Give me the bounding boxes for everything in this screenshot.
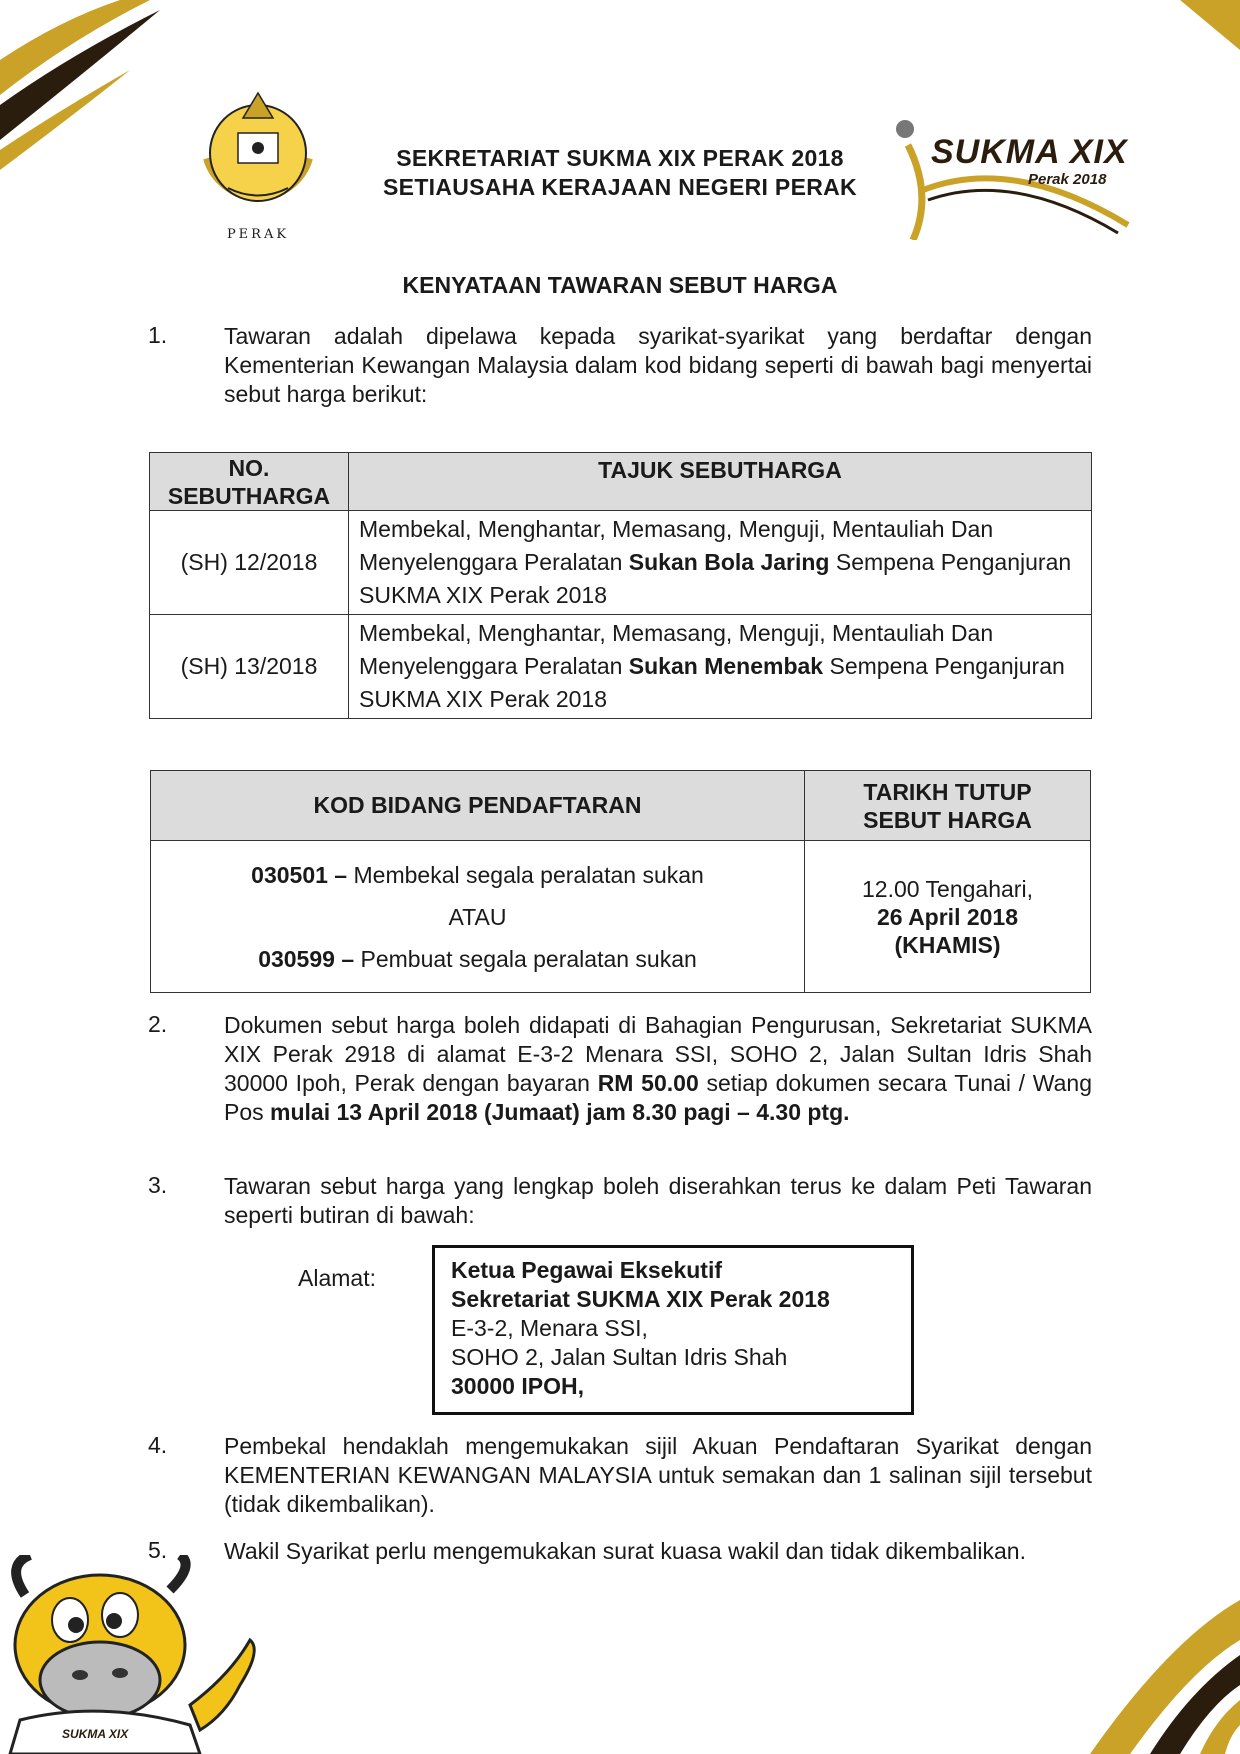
item-text-3: Tawaran sebut harga yang lengkap boleh diserahkan terus ke dalam Peti Tawaran seperti butiran di bawah:	[224, 1173, 1092, 1228]
sukma-logo-title: SUKMA XIX	[931, 133, 1128, 171]
registration-code-header: KOD BIDANG PENDAFTARAN	[151, 771, 805, 841]
quotation-title-header: TAJUK SEBUTHARGA	[349, 453, 1092, 511]
address-line-2: Sekretariat SUKMA XIX Perak 2018	[451, 1286, 830, 1312]
quotation-no-header: NO. SEBUTHARGA	[150, 453, 349, 511]
document-title: KENYATAAN TAWARAN SEBUT HARGA	[402, 272, 838, 298]
item-number-3: 3.	[148, 1172, 168, 1198]
address-line-3: E-3-2, Menara SSI,	[451, 1315, 648, 1341]
closing-time: 12.00 Tengahari,	[862, 875, 1033, 902]
sukma-logo-subtitle: Perak 2018	[1028, 171, 1107, 188]
header-line-2: SETIAUSAHA KERAJAAN NEGERI PERAK	[383, 174, 857, 200]
address-line-1: Ketua Pegawai Eksekutif	[451, 1257, 722, 1283]
item-number-5: 5.	[148, 1537, 168, 1563]
top-right-corner-decoration	[1180, 0, 1240, 60]
quotation-no-cell: (SH) 12/2018	[150, 511, 349, 615]
item-number-1: 1.	[148, 322, 168, 348]
quotation-title-cell: Membekal, Menghantar, Memasang, Menguji, Mentauliah Dan Menyelenggara Peralatan Sukan Bola Jaring Sempena Penganjuran SUKMA XIX Perak 2018	[349, 511, 1092, 615]
closing-date-header: TARIKH TUTUP SEBUT HARGA	[805, 771, 1091, 841]
closing-day: (KHAMIS)	[894, 931, 1001, 958]
mascot-illustration	[0, 1555, 270, 1754]
registration-codes-cell	[151, 841, 805, 993]
item-text-4: Pembekal hendaklah mengemukakan sijil Akuan Pendaftaran Syarikat dengan KEMENTERIAN KEWANGAN MALAYSIA untuk semakan dan 1 salinan sijil tersebut (tidak dikembalikan).	[224, 1433, 1092, 1517]
top-left-swoosh-decoration	[0, 0, 170, 170]
quotation-no-cell: (SH) 13/2018	[150, 615, 349, 719]
perak-crest-logo	[183, 78, 333, 248]
mascot-badge-text: SUKMA XIX	[62, 1727, 129, 1741]
crest-caption: PERAK	[226, 227, 290, 242]
sukma-logo	[893, 115, 1133, 240]
address-line-4: SOHO 2, Jalan Sultan Idris Shah	[451, 1344, 788, 1370]
item-text-5: Wakil Syarikat perlu mengemukakan surat kuasa wakil dan tidak dikembalikan.	[224, 1538, 1026, 1564]
registration-code-table	[150, 770, 1091, 993]
or-text: ATAU	[448, 903, 507, 930]
address-line-5: 30000 IPOH,	[451, 1373, 584, 1399]
code-line-1: 030501 – Membekal segala peralatan sukan	[251, 861, 704, 888]
address-box	[432, 1245, 914, 1415]
quotation-title-cell: Membekal, Menghantar, Memasang, Menguji, Mentauliah Dan Menyelenggara Peralatan Sukan Menembak Sempena Penganjuran SUKMA XIX Perak 2018	[349, 615, 1092, 719]
code-line-2: 030599 – Pembuat segala peralatan sukan	[258, 945, 697, 972]
item-number-4: 4.	[148, 1432, 168, 1458]
bottom-right-swoosh-decoration	[1030, 1580, 1240, 1754]
item-text-2: Dokumen sebut harga boleh didapati di Bahagian Pengurusan, Sekretariat SUKMA XIX Perak 2918 di alamat E-3-2 Menara SSI, SOHO 2, Jalan Sultan Idris Shah 30000 Ipoh, Perak dengan bayaran RM 50.00 setiap dokumen secara Tunai / Wang Pos mulai 13 April 2018 (Jumaat) jam 8.30 pagi – 4.30 ptg.	[224, 1012, 1093, 1125]
document-header	[330, 144, 910, 202]
item-text-1: Tawaran adalah dipelawa kepada syarikat-syarikat yang berdaftar dengan Kementerian Kewangan Malaysia dalam kod bidang seperti di bawah bagi menyertai sebut harga berikut:	[224, 323, 1092, 407]
closing-date-cell	[805, 841, 1091, 993]
table-row	[150, 615, 1092, 719]
header-line-1: SEKRETARIAT SUKMA XIX PERAK 2018	[396, 145, 844, 171]
item-number-2: 2.	[148, 1011, 168, 1037]
address-label: Alamat:	[298, 1265, 376, 1291]
quotation-table	[149, 452, 1092, 719]
closing-date: 26 April 2018	[876, 903, 1019, 930]
table-row	[150, 511, 1092, 615]
